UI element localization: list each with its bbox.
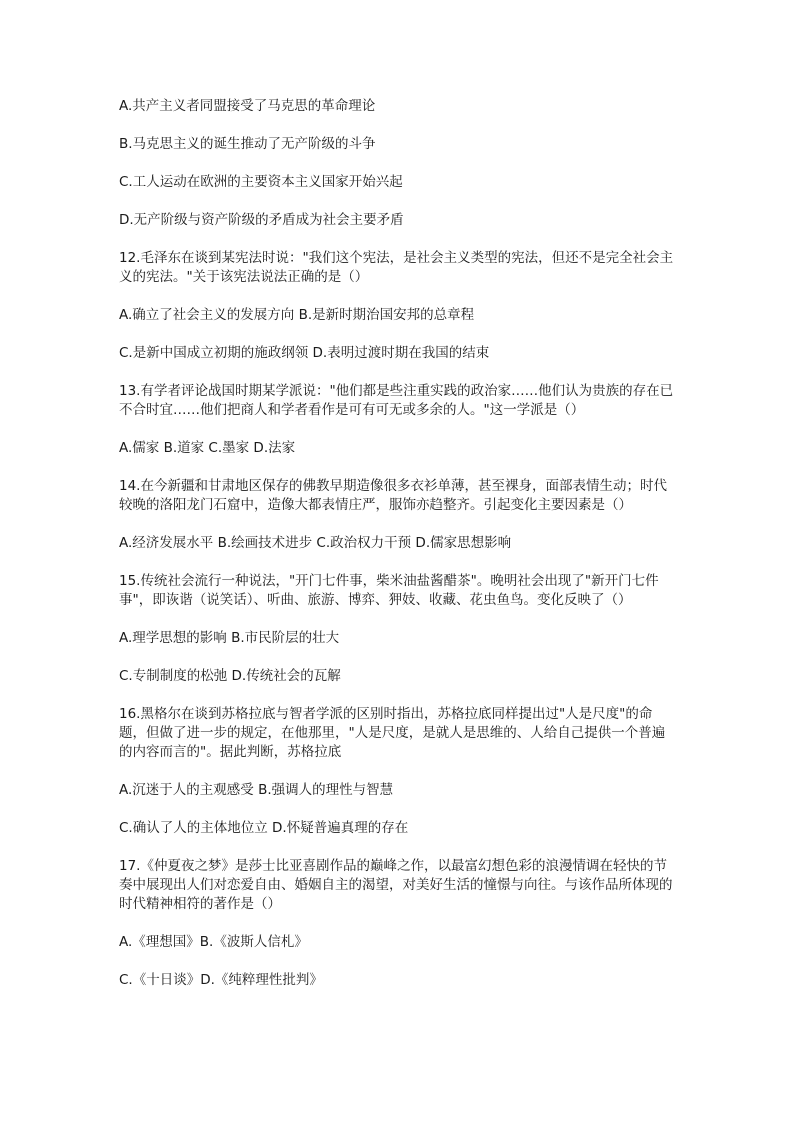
question-12: 12.毛泽东在谈到某宪法时说："我们这个宪法，是社会主义类型的宪法，但还不是完全社会主义的宪法。"关于该宪法说法正确的是（） (119, 250, 674, 285)
option-line: A.经济发展水平 B.绘画技术进步 C.政治权力干预 D.儒家思想影响 (119, 535, 512, 551)
option-line: C.《十日谈》D.《纯粹理性批判》 (119, 972, 323, 988)
option-line: C.是新中国成立初期的施政纲领 D.表明过渡时期在我国的结束 (119, 345, 490, 361)
document-page (119, 97, 675, 1009)
option-line: A.共产主义者同盟接受了马克思的革命理论 (119, 98, 376, 114)
option-line: C.专制制度的松弛 D.传统社会的瓦解 (119, 668, 341, 684)
option-line: C.工人运动在欧洲的主要资本主义国家开始兴起 (119, 174, 403, 190)
option-line: A.儒家 B.道家 C.墨家 D.法家 (119, 440, 296, 456)
question-16: 16.黑格尔在谈到苏格拉底与智者学派的区别时指出，苏格拉底同样提出过"人是尺度"的命题，但做了进一步的规定，在他那里，"人是尺度，是就人是思维的、人给自己提供一个普遍的内容而言的"。据此判断，苏格拉底 (119, 706, 666, 760)
option-line: C.确认了人的主体地位立 D.怀疑普遍真理的存在 (119, 820, 409, 836)
option-line: D.无产阶级与资产阶级的矛盾成为社会主要矛盾 (119, 212, 404, 228)
option-line: A.确立了社会主义的发展方向 B.是新时期治国安邦的总章程 (119, 307, 475, 323)
question-15: 15.传统社会流行一种说法，"开门七件事，柴米油盐酱醋茶"。晚明社会出现了"新开门七件事"，即诙谐（说笑话）、听曲、旅游、博弈、狎妓、收藏、花虫鱼鸟。变化反映了（） (119, 573, 659, 608)
option-line: B.马克思主义的诞生推动了无产阶级的斗争 (119, 136, 376, 152)
option-line: A.理学思想的影响 B.市民阶层的壮大 (119, 630, 340, 646)
question-17: 17.《仲夏夜之梦》是莎士比亚喜剧作品的巅峰之作，以最富幻想色彩的浪漫情调在轻快的节奏中展现出人们对恋爱自由、婚姻自主的渴望，对美好生活的憧憬与向往。与该作品所体现的时代精神相符的著作是（） (119, 858, 673, 912)
question-13: 13.有学者评论战国时期某学派说："他们都是些注重实践的政治家……他们认为贵族的存在已不合时宜……他们把商人和学者看作是可有可无或多余的人。"这一学派是（） (119, 383, 674, 418)
question-14: 14.在今新疆和甘肃地区保存的佛教早期造像很多衣衫单薄，甚至裸身，面部表情生动；时代较晚的洛阳龙门石窟中，造像大都表情庄严，服饰亦趋整齐。引起变化主要因素是（） (119, 478, 667, 513)
option-line: A.《理想国》B.《波斯人信札》 (119, 934, 308, 950)
option-line: A.沉迷于人的主观感受 B.强调人的理性与智慧 (119, 782, 394, 798)
